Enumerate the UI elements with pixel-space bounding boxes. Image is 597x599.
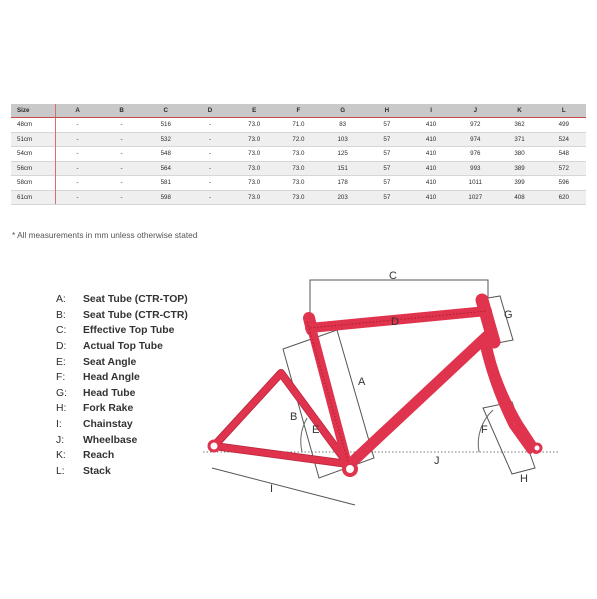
measurement-cell: 73.0 xyxy=(276,147,320,162)
measurement-cell: 57 xyxy=(365,147,409,162)
chainstay-measure-line xyxy=(212,468,355,505)
measurement-cell: 410 xyxy=(409,132,453,147)
measurement-cell: 73.0 xyxy=(232,118,276,133)
measurement-cell: 73.0 xyxy=(232,176,276,191)
measurement-cell: - xyxy=(55,176,99,191)
legend-key: I: xyxy=(56,419,62,431)
measurement-cell: 57 xyxy=(365,132,409,147)
measurement-cell: 581 xyxy=(144,176,188,191)
measurement-cell: 72.0 xyxy=(276,132,320,147)
measurement-cell: - xyxy=(99,161,143,176)
dim-label-f: F xyxy=(481,424,488,436)
measurement-cell: 73.0 xyxy=(232,147,276,162)
measurement-cell: 73.0 xyxy=(232,132,276,147)
bottom-bracket xyxy=(344,463,356,475)
legend-key: D: xyxy=(56,341,67,353)
measurement-note: * All measurements in mm unless otherwise stated xyxy=(12,230,198,240)
measurement-cell: 410 xyxy=(409,176,453,191)
measurement-cell: - xyxy=(55,147,99,162)
measurement-cell: 73.0 xyxy=(276,176,320,191)
measurement-cell: 974 xyxy=(453,132,497,147)
measurement-cell: - xyxy=(55,118,99,133)
column-header: H xyxy=(365,104,409,118)
dim-label-e: E xyxy=(312,424,320,436)
legend-key: J: xyxy=(56,434,65,446)
measurement-cell: - xyxy=(99,132,143,147)
legend-label: Chainstay xyxy=(83,419,133,431)
legend-label: Fork Rake xyxy=(83,403,134,415)
legend-key: L: xyxy=(56,465,65,477)
down-tube xyxy=(348,336,487,466)
measurement-cell: 620 xyxy=(542,190,586,205)
fork xyxy=(488,346,536,450)
rear-dropout xyxy=(209,441,219,451)
measurement-cell: 548 xyxy=(144,147,188,162)
measurement-cell: 598 xyxy=(144,190,188,205)
dim-label-h: H xyxy=(520,473,528,485)
measurement-cell: 371 xyxy=(497,132,541,147)
measurement-cell: 410 xyxy=(409,147,453,162)
size-cell: 61cm xyxy=(11,190,55,205)
measurement-cell: 499 xyxy=(542,118,586,133)
measurement-cell: - xyxy=(188,176,232,191)
dim-label-a: A xyxy=(358,376,366,388)
measurement-cell: 57 xyxy=(365,161,409,176)
measurement-cell: - xyxy=(55,132,99,147)
measurement-cell: 410 xyxy=(409,161,453,176)
measurement-cell: - xyxy=(99,118,143,133)
legend-label: Seat Angle xyxy=(83,356,137,368)
legend-label: Actual Top Tube xyxy=(83,341,163,353)
measurement-cell: 83 xyxy=(321,118,365,133)
measurement-cell: - xyxy=(188,161,232,176)
measurement-cell: - xyxy=(99,147,143,162)
measurement-cell: - xyxy=(188,118,232,133)
measurement-cell: 993 xyxy=(453,161,497,176)
column-header: L xyxy=(542,104,586,118)
legend-key: F: xyxy=(56,372,66,384)
measurement-cell: - xyxy=(99,176,143,191)
measurement-cell: 73.0 xyxy=(276,190,320,205)
measurement-cell: 125 xyxy=(321,147,365,162)
column-header: J xyxy=(453,104,497,118)
legend-key: E: xyxy=(56,356,66,368)
size-cell: 48cm xyxy=(11,118,55,133)
bike-frame xyxy=(209,300,541,475)
legend-label: Seat Tube (CTR-TOP) xyxy=(83,294,188,306)
dim-label-b: B xyxy=(290,411,298,423)
measurement-cell: - xyxy=(55,190,99,205)
legend-key: K: xyxy=(56,450,66,462)
measurement-cell: 203 xyxy=(321,190,365,205)
column-header: G xyxy=(321,104,365,118)
measurement-cell: - xyxy=(188,190,232,205)
measurement-cell: 972 xyxy=(453,118,497,133)
measurement-cell: 564 xyxy=(144,161,188,176)
dim-label-j: J xyxy=(434,455,440,467)
legend-label: Seat Tube (CTR-CTR) xyxy=(83,309,188,321)
column-header: C xyxy=(144,104,188,118)
measurement-cell: 548 xyxy=(542,147,586,162)
column-header: I xyxy=(409,104,453,118)
size-cell: 54cm xyxy=(11,147,55,162)
dim-label-d: D xyxy=(391,316,399,328)
column-header: Size xyxy=(11,104,55,118)
measurement-cell: - xyxy=(99,190,143,205)
column-header: K xyxy=(497,104,541,118)
dim-label-c: C xyxy=(389,270,397,282)
measurement-cell: 399 xyxy=(497,176,541,191)
measurement-cell: 73.0 xyxy=(232,161,276,176)
legend-key: B: xyxy=(56,309,66,321)
measurement-cell: 178 xyxy=(321,176,365,191)
dim-label-i: I xyxy=(270,483,274,495)
measurement-cell: 408 xyxy=(497,190,541,205)
column-header: A xyxy=(55,104,99,118)
measurement-cell: 1011 xyxy=(453,176,497,191)
measurement-cell: 410 xyxy=(409,118,453,133)
column-header: E xyxy=(232,104,276,118)
measurement-cell: - xyxy=(188,132,232,147)
measurement-cell: 71.0 xyxy=(276,118,320,133)
legend-key: C: xyxy=(56,325,67,337)
size-cell: 58cm xyxy=(11,176,55,191)
measurement-cell: - xyxy=(55,161,99,176)
column-header: F xyxy=(276,104,320,118)
legend-label: Reach xyxy=(83,450,115,462)
measurement-cell: 362 xyxy=(497,118,541,133)
measurement-cell: 57 xyxy=(365,190,409,205)
measurement-cell: 73.0 xyxy=(232,190,276,205)
column-header: D xyxy=(188,104,232,118)
measurement-cell: 103 xyxy=(321,132,365,147)
measurement-cell: 151 xyxy=(321,161,365,176)
column-header: B xyxy=(99,104,143,118)
legend-key: G: xyxy=(56,387,67,399)
measurement-cell: 596 xyxy=(542,176,586,191)
legend-key: H: xyxy=(56,403,67,415)
legend-label: Head Tube xyxy=(83,387,136,399)
legend-label: Stack xyxy=(83,465,111,477)
dim-label-g: G xyxy=(504,309,513,321)
measurement-cell: 410 xyxy=(409,190,453,205)
measurement-cell: 380 xyxy=(497,147,541,162)
fork-dropout xyxy=(533,444,541,452)
measurement-cell: 532 xyxy=(144,132,188,147)
measurement-cell: 1027 xyxy=(453,190,497,205)
legend-key: A: xyxy=(56,294,66,306)
measurement-cell: 389 xyxy=(497,161,541,176)
measurement-cell: - xyxy=(188,147,232,162)
measurement-cell: 524 xyxy=(542,132,586,147)
size-cell: 56cm xyxy=(11,161,55,176)
measurement-cell: 73.0 xyxy=(276,161,320,176)
measurement-cell: 516 xyxy=(144,118,188,133)
size-cell: 51cm xyxy=(11,132,55,147)
legend-label: Effective Top Tube xyxy=(83,325,175,337)
measurement-cell: 57 xyxy=(365,176,409,191)
legend-label: Head Angle xyxy=(83,372,140,384)
measurement-cell: 57 xyxy=(365,118,409,133)
measurement-cell: 976 xyxy=(453,147,497,162)
measurement-cell: 572 xyxy=(542,161,586,176)
legend-label: Wheelbase xyxy=(83,434,138,446)
